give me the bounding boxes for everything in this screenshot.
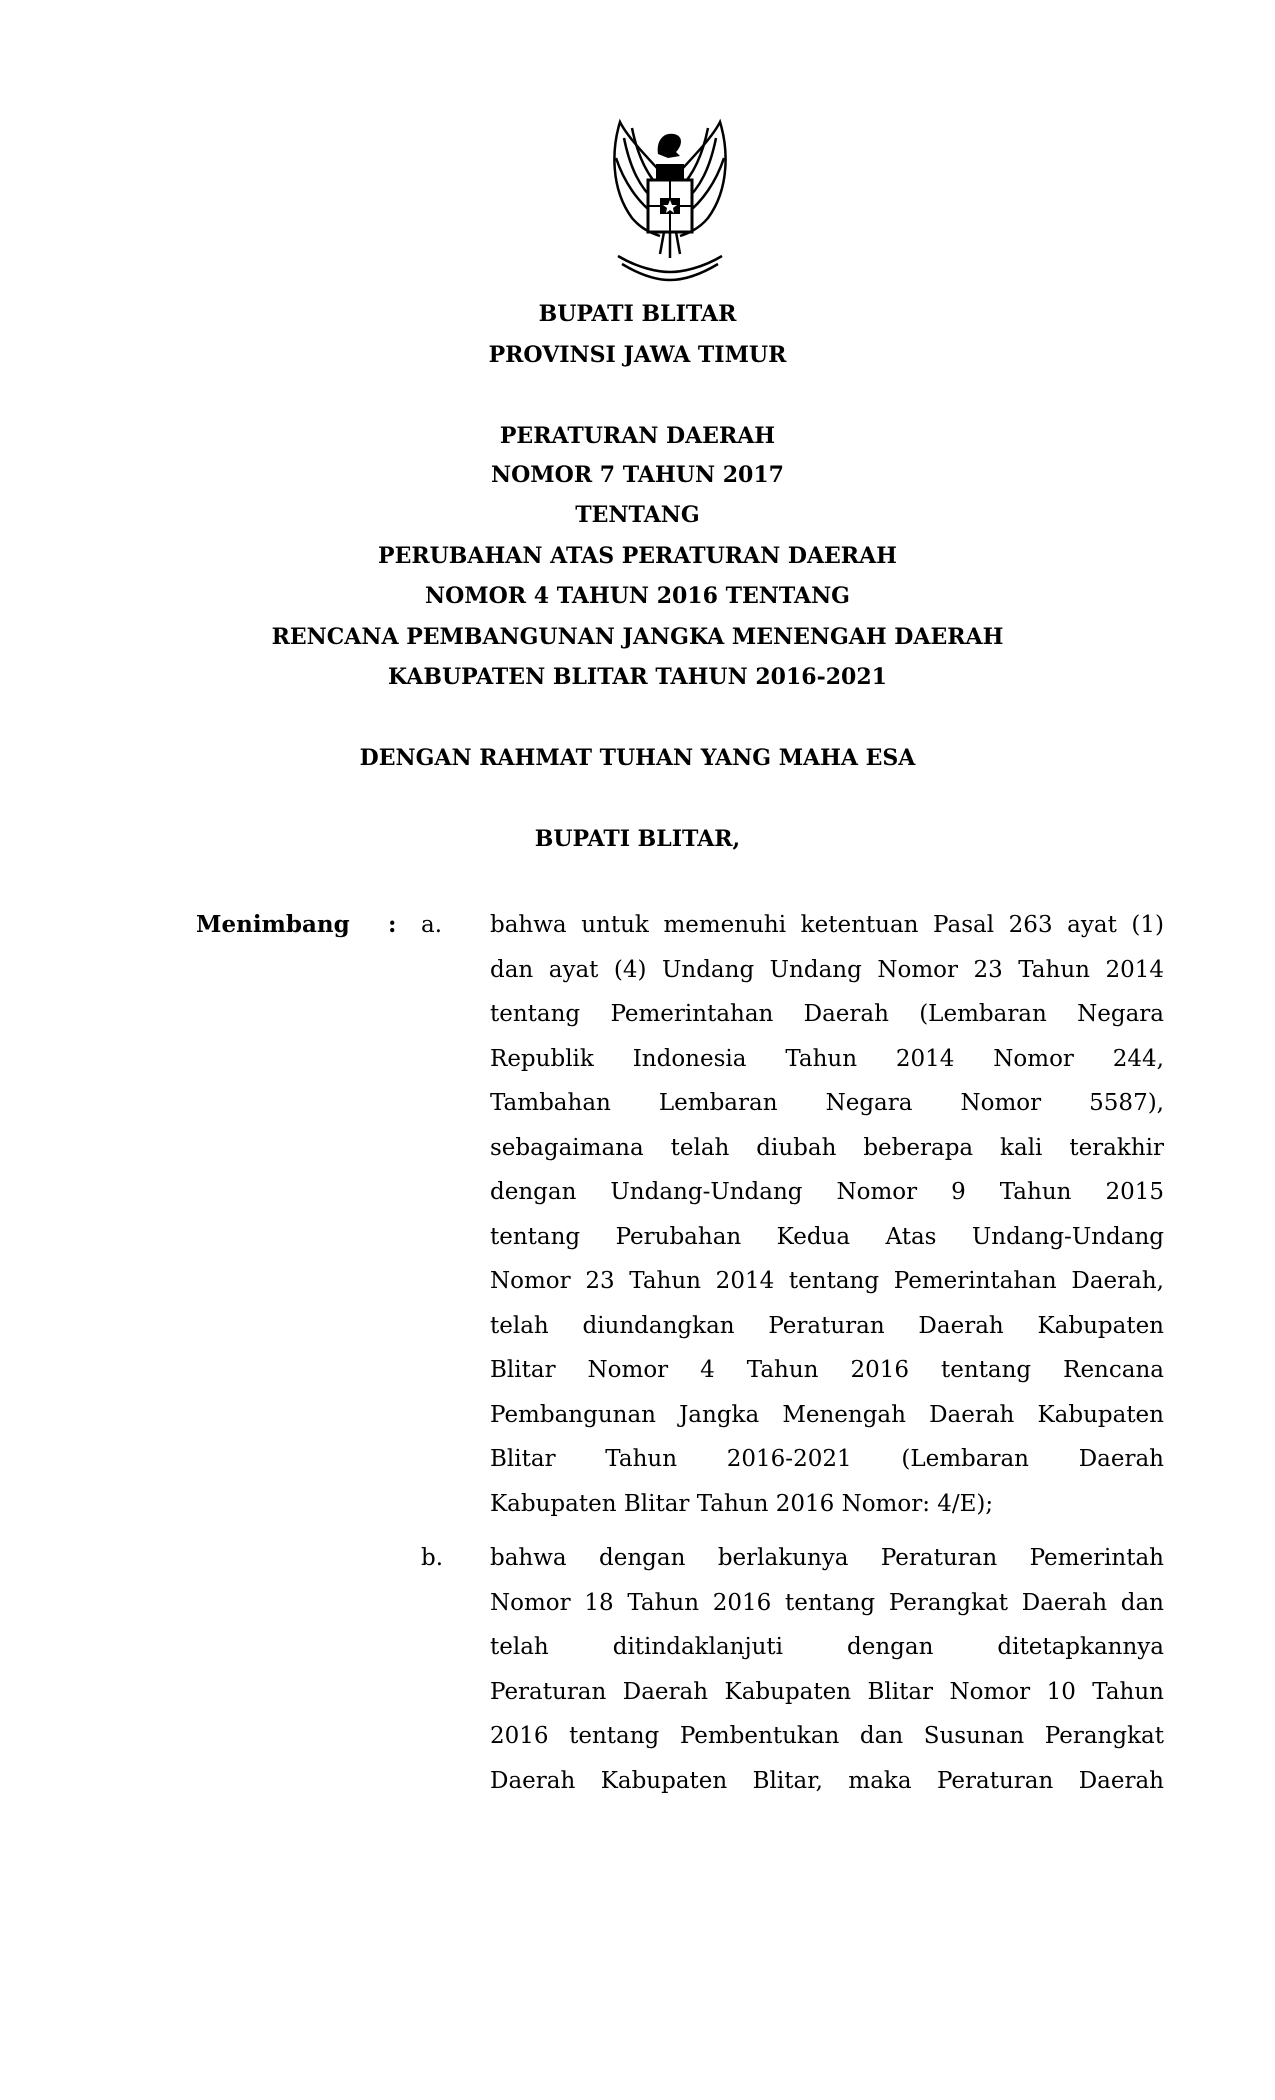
- item-a-text: [490, 910, 1164, 1533]
- paragraph-line: Blitar Nomor 4 Tahun 2016 tentang Rencana: [490, 1357, 1164, 1383]
- paragraph-line: bahwa untuk memenuhi ketentuan Pasal 263 ayat (1): [490, 912, 1164, 938]
- paragraph-line: dan ayat (4) Undang Undang Nomor 23 Tahun 2014: [490, 956, 1164, 983]
- issuer-salutation: BUPATI BLITAR,: [534, 826, 741, 852]
- item-b-marker: b.: [421, 1545, 444, 1571]
- regulation-number: NOMOR 7 TAHUN 2017: [491, 462, 784, 488]
- issuer-title: BUPATI BLITAR: [538, 301, 737, 327]
- regulation-subject-line-2: NOMOR 4 TAHUN 2016 TENTANG: [425, 583, 850, 609]
- paragraph-line: Republik Indonesia Tahun 2014 Nomor 244,: [490, 1045, 1164, 1072]
- regulation-subject-line-3: RENCANA PEMBANGUNAN JANGKA MENENGAH DAERAH: [271, 624, 1004, 650]
- item-a-marker: a.: [421, 912, 443, 938]
- garuda-emblem-icon: [598, 118, 742, 284]
- item-b-text: [490, 1543, 1164, 1810]
- about-heading: TENTANG: [575, 502, 700, 528]
- paragraph-line: dengan Undang-Undang Nomor 9 Tahun 2015: [490, 1179, 1164, 1205]
- menimbang-colon: :: [388, 911, 397, 938]
- paragraph-line: Kabupaten Blitar Tahun 2016 Nomor: 4/E);: [490, 1490, 994, 1517]
- province-title: PROVINSI JAWA TIMUR: [488, 342, 787, 368]
- regulation-type: PERATURAN DAERAH: [499, 423, 776, 449]
- paragraph-line: Tambahan Lembaran Negara Nomor 5587),: [490, 1090, 1164, 1116]
- paragraph-line: bahwa dengan berlakunya Peraturan Pemerintah: [490, 1545, 1164, 1571]
- invocation: DENGAN RAHMAT TUHAN YANG MAHA ESA: [359, 745, 916, 771]
- paragraph-line: telah diundangkan Peraturan Daerah Kabupaten: [490, 1312, 1164, 1339]
- paragraph-line: tentang Pemerintahan Daerah (Lembaran Negara: [490, 1001, 1164, 1027]
- paragraph-line: Nomor 18 Tahun 2016 tentang Perangkat Daerah dan: [490, 1589, 1164, 1616]
- paragraph-line: Pembangunan Jangka Menengah Daerah Kabupaten: [490, 1401, 1164, 1428]
- paragraph-line: 2016 tentang Pembentukan dan Susunan Perangkat: [490, 1723, 1164, 1749]
- menimbang-label: Menimbang: [196, 911, 350, 938]
- paragraph-line: tentang Perubahan Kedua Atas Undang-Undang: [490, 1223, 1164, 1250]
- paragraph-line: sebagaimana telah diubah beberapa kali terakhir: [490, 1134, 1164, 1161]
- paragraph-line: Peraturan Daerah Kabupaten Blitar Nomor 10 Tahun: [490, 1678, 1164, 1705]
- paragraph-line: Nomor 23 Tahun 2014 tentang Pemerintahan Daerah,: [490, 1268, 1164, 1294]
- regulation-subject-line-1: PERUBAHAN ATAS PERATURAN DAERAH: [378, 543, 897, 569]
- regulation-subject-line-4: KABUPATEN BLITAR TAHUN 2016-2021: [388, 664, 887, 690]
- paragraph-line: Daerah Kabupaten Blitar, maka Peraturan Daerah: [490, 1767, 1164, 1794]
- paragraph-line: Blitar Tahun 2016-2021 (Lembaran Daerah: [490, 1446, 1164, 1472]
- paragraph-line: telah ditindaklanjuti dengan ditetapkannya: [490, 1634, 1164, 1660]
